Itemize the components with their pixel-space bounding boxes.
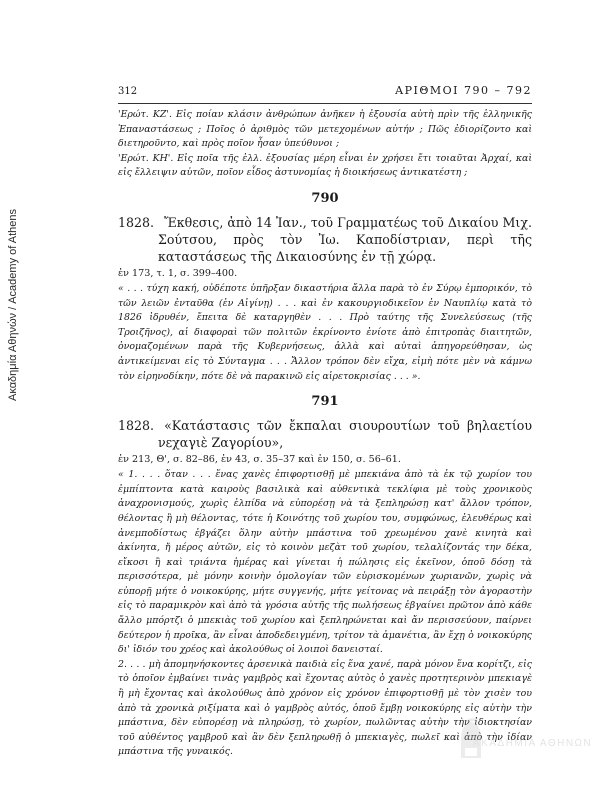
entry-reference-790: ἐν 173, τ. 1, σ. 399–400. <box>118 267 238 279</box>
document-page <box>118 84 532 760</box>
section-number-791: 791 <box>311 394 339 410</box>
entry-title-791 <box>118 417 532 451</box>
running-title: ΑΡΙΘΜΟΙ 790 – 792 <box>395 84 532 97</box>
page-number: 312 <box>118 86 138 97</box>
header-rule <box>118 103 532 104</box>
question-kh: 'Ερώτ. ΚΗ'. Εἰς ποῖα τῆς ἑλλ. ἐξουσίας μέρη εἶναι ἐν χρήσει ἔτι τοιαῦται Ἀρχαί, καὶ εἰς ἔλλειψιν αὐτῶν, ποῖον εἶδος ἀστυνομίας ἡ διοικήσεως ἀντικατέστη ; <box>118 152 532 179</box>
entry-year-790: 1828. <box>118 214 155 230</box>
entry-title-790 <box>118 214 532 265</box>
entry-paragraph-2: 2. . . . μὴ ἀπομηνήσκοντες ἀρσενικὰ παιδιὰ εἰς ἕνα χανέ, παρὰ μόνον ἕνα κορίτζι, εἰς τὸ ὁποῖον ἐμβαίνει τινὰς γαμβρὸς καὶ ἔχοντας αὐτὸς ὁ χανὲς προτητερινὸν μπεκιαγὲ ἢ μὴ ἔχοντας καὶ ἀκολούθως ἀπὸ χρόνον εἰς χρόνον ἐπιφορτισθῇ μὲ τὸν χισὲν του ἀπὸ τὰ χρονικὰ ριξίματα καὶ ὁ γαμβρὸς αὐτός, ὁποῦ ἔμβῃ νοικοκύρης εἰς αὐτὴν τὴν μπάστινα, δὲν εὐπορέσῃ νὰ πληρώσῃ, τὸ χωρίον, πωλῶντας αὐτὴν τὴν ἰδιοκτησίαν τοῦ αὐθέντος γαμβροῦ καὶ ἂν δὲν ξεπληρωθῇ ὁ μπεκιαγὲς, πωλεῖ καὶ ἀπὸ τὴν ἰδίαν μπάστινα τῆς γυναικός. <box>118 658 532 758</box>
entry-title-text-791: «Κατάστασις τῶν ἔκπαλαι σιουρουτίων τοῦ βηλαετίου νεχαγιὲ Ζαγορίου», <box>158 418 532 451</box>
side-label-text: Ακαδημία Αθηνών / Academy of Athens <box>7 208 19 402</box>
academy-watermark <box>455 718 593 766</box>
page-header <box>118 84 532 102</box>
question-kz: 'Ερώτ. ΚΖ'. Εἰς ποίαν κλάσιν ἀνθρώπων ἀνῆκεν ἡ ἐξουσία αὐτὴ πρὶν τῆς ἑλληνικῆς Ἐπαναστάσεως ; Ποῖος ὁ ἀριθμὸς τῶν μετεχομένων αὐτήν ; Πῶς ἐδιορίζοντο καὶ διετηροῦντο, καὶ πρὸς ποῖον ἦσαν ὑπεύθυνοι ; <box>118 109 532 150</box>
entry-reference-791: ἐν 213, Θ', σ. 82–86, ἐν 43, σ. 35–37 καὶ ἐν 150, σ. 56–61. <box>118 454 401 466</box>
section-number-790: 790 <box>311 190 339 206</box>
entry-title-text-790: Ἔκθεσις, ἀπὸ 14 Ἰαν., τοῦ Γραμματέως τοῦ Δικαίου Μιχ. Σούτσου, πρὸς τὸν Ἰω. Καποδίστριαν, περὶ τῆς καταστάσεως τῆς Δικαιοσύνης ἐν τῇ χώρᾳ. <box>158 214 532 264</box>
entry-quote-790: « . . . τύχη κακή, οὐδέποτε ὑπῆρξαν δικαστήρια ἄλλα παρὰ τὸ ἐν Σύρῳ ἐμπορικόν, τὸ τῶν λειῶν ἐνταῦθα (ἐν Αἰγίνῃ) . . . καὶ ἐν κακουργιοδικεῖον ἐν Ναυπλίῳ κατὰ τὸ 1826 ἱδρυθέν, ἔπειτα δὲ καταργηθὲν . . . Πρὸ ταύτης τῆς Συνελεύσεως (τῆς Τροιζῆνος), αἱ διαφοραὶ τῶν πολιτῶν ἐκρίνοντο ἐνίοτε ἀπὸ ἐπιτροπὰς διαιτητῶν, ὀνομαζομένων παρὰ τῆς Κυβερνήσεως, ἀλλὰ καὶ αὐταὶ ἀπηγορεύθησαν, ὡς ἀντικείμεναι εἰς τὸ Σύνταγμα . . . Ἄλλον τρόπον δὲν εἴχα, εἰμὴ πότε μὲν νὰ κάμνω τὸν εἰρηνοδίκην, πότε δὲ νὰ παρακινῶ εἰς αἱρετοκρισίας . . . ». <box>118 282 532 382</box>
watermark-text: ΑΚΑΔΗΜΙΑ ΑΘΗΝΩΝ <box>473 738 593 749</box>
entry-paragraph-1: « 1. . . . ὅταν . . . ἕνας χανὲς ἐπιφορτισθῇ μὲ μπεκιάνα ἀπὸ τὰ ἐκ τῷ χωρίον του ἐμπίπτοντα κατὰ καιροὺς βασιλικὰ καὶ αὐθεντικὰ τεκλίφια μὲ τοὺς χρονικοὺς ἀναχρονισμούς, χωρὶς ἐλπίδα νὰ εὐπορέσῃ νὰ τὰ ξεπληρώσῃ κατ' ἄλλον τρόπον, θέλοντας ἢ μὴ θέλοντας, τότε ἡ Κοινότης τοῦ χωρίου του, συμφώνως, ἐλευθέρως καὶ ἀνεμποδίστως ἐβγάζει ὅλην αὐτὴν μπάστινα τοῦ χρεωμένου χανὲ κινητὰ καὶ ἀκίνητα, ἤ μέρος αὐτῶν, εἰς τὸ κοινὸν μεζὰτ τοῦ χωρίου, τελαλίζοντάς την δέκα, εἴκοσι ἢ καὶ τριάντα ἡμέρας καὶ γίνεται ἡ πώλησις εἰς ἐκεῖνον, ὁποῦ δόσῃ τὰ περισσότερα, μὲ μόνην κοινὴν ὁμολογίαν τῶν εὑρισκομένων χωριανῶν, χωρὶς νὰ εὐπορῇ μήτε ὁ νοικοκύρης, μήτε συγγενής, μήτε γείτονας νὰ πειράξῃ τὸν ἀγοραστὴν εἰς τὸ παραμικρὸν καὶ ἀπὸ τὰ γρόσια αὐτῆς τῆς πωλήσεως ἐβγαίνει πρῶτον ἀπὸ κάθε ἄλλο μπόρτζι ὁ μπεκιὰς τοῦ χωρίου καὶ ξεπληρώνεται καὶ ἄν περισσεύουν, παίρνει δεύτερον ἡ προῖκα, ἂν εἶναι ἀποδεδειγμένη, τρίτον τὰ ἀμανέτια, ἂν ἔχῃ ὁ νοικοκύρης δι' ἰδιόν του χρέος καὶ ἀκολούθως οἱ λοιποὶ δανεισταί. <box>118 469 532 656</box>
vertical-institution-label <box>2 105 24 505</box>
entry-year-791: 1828. <box>118 418 155 434</box>
